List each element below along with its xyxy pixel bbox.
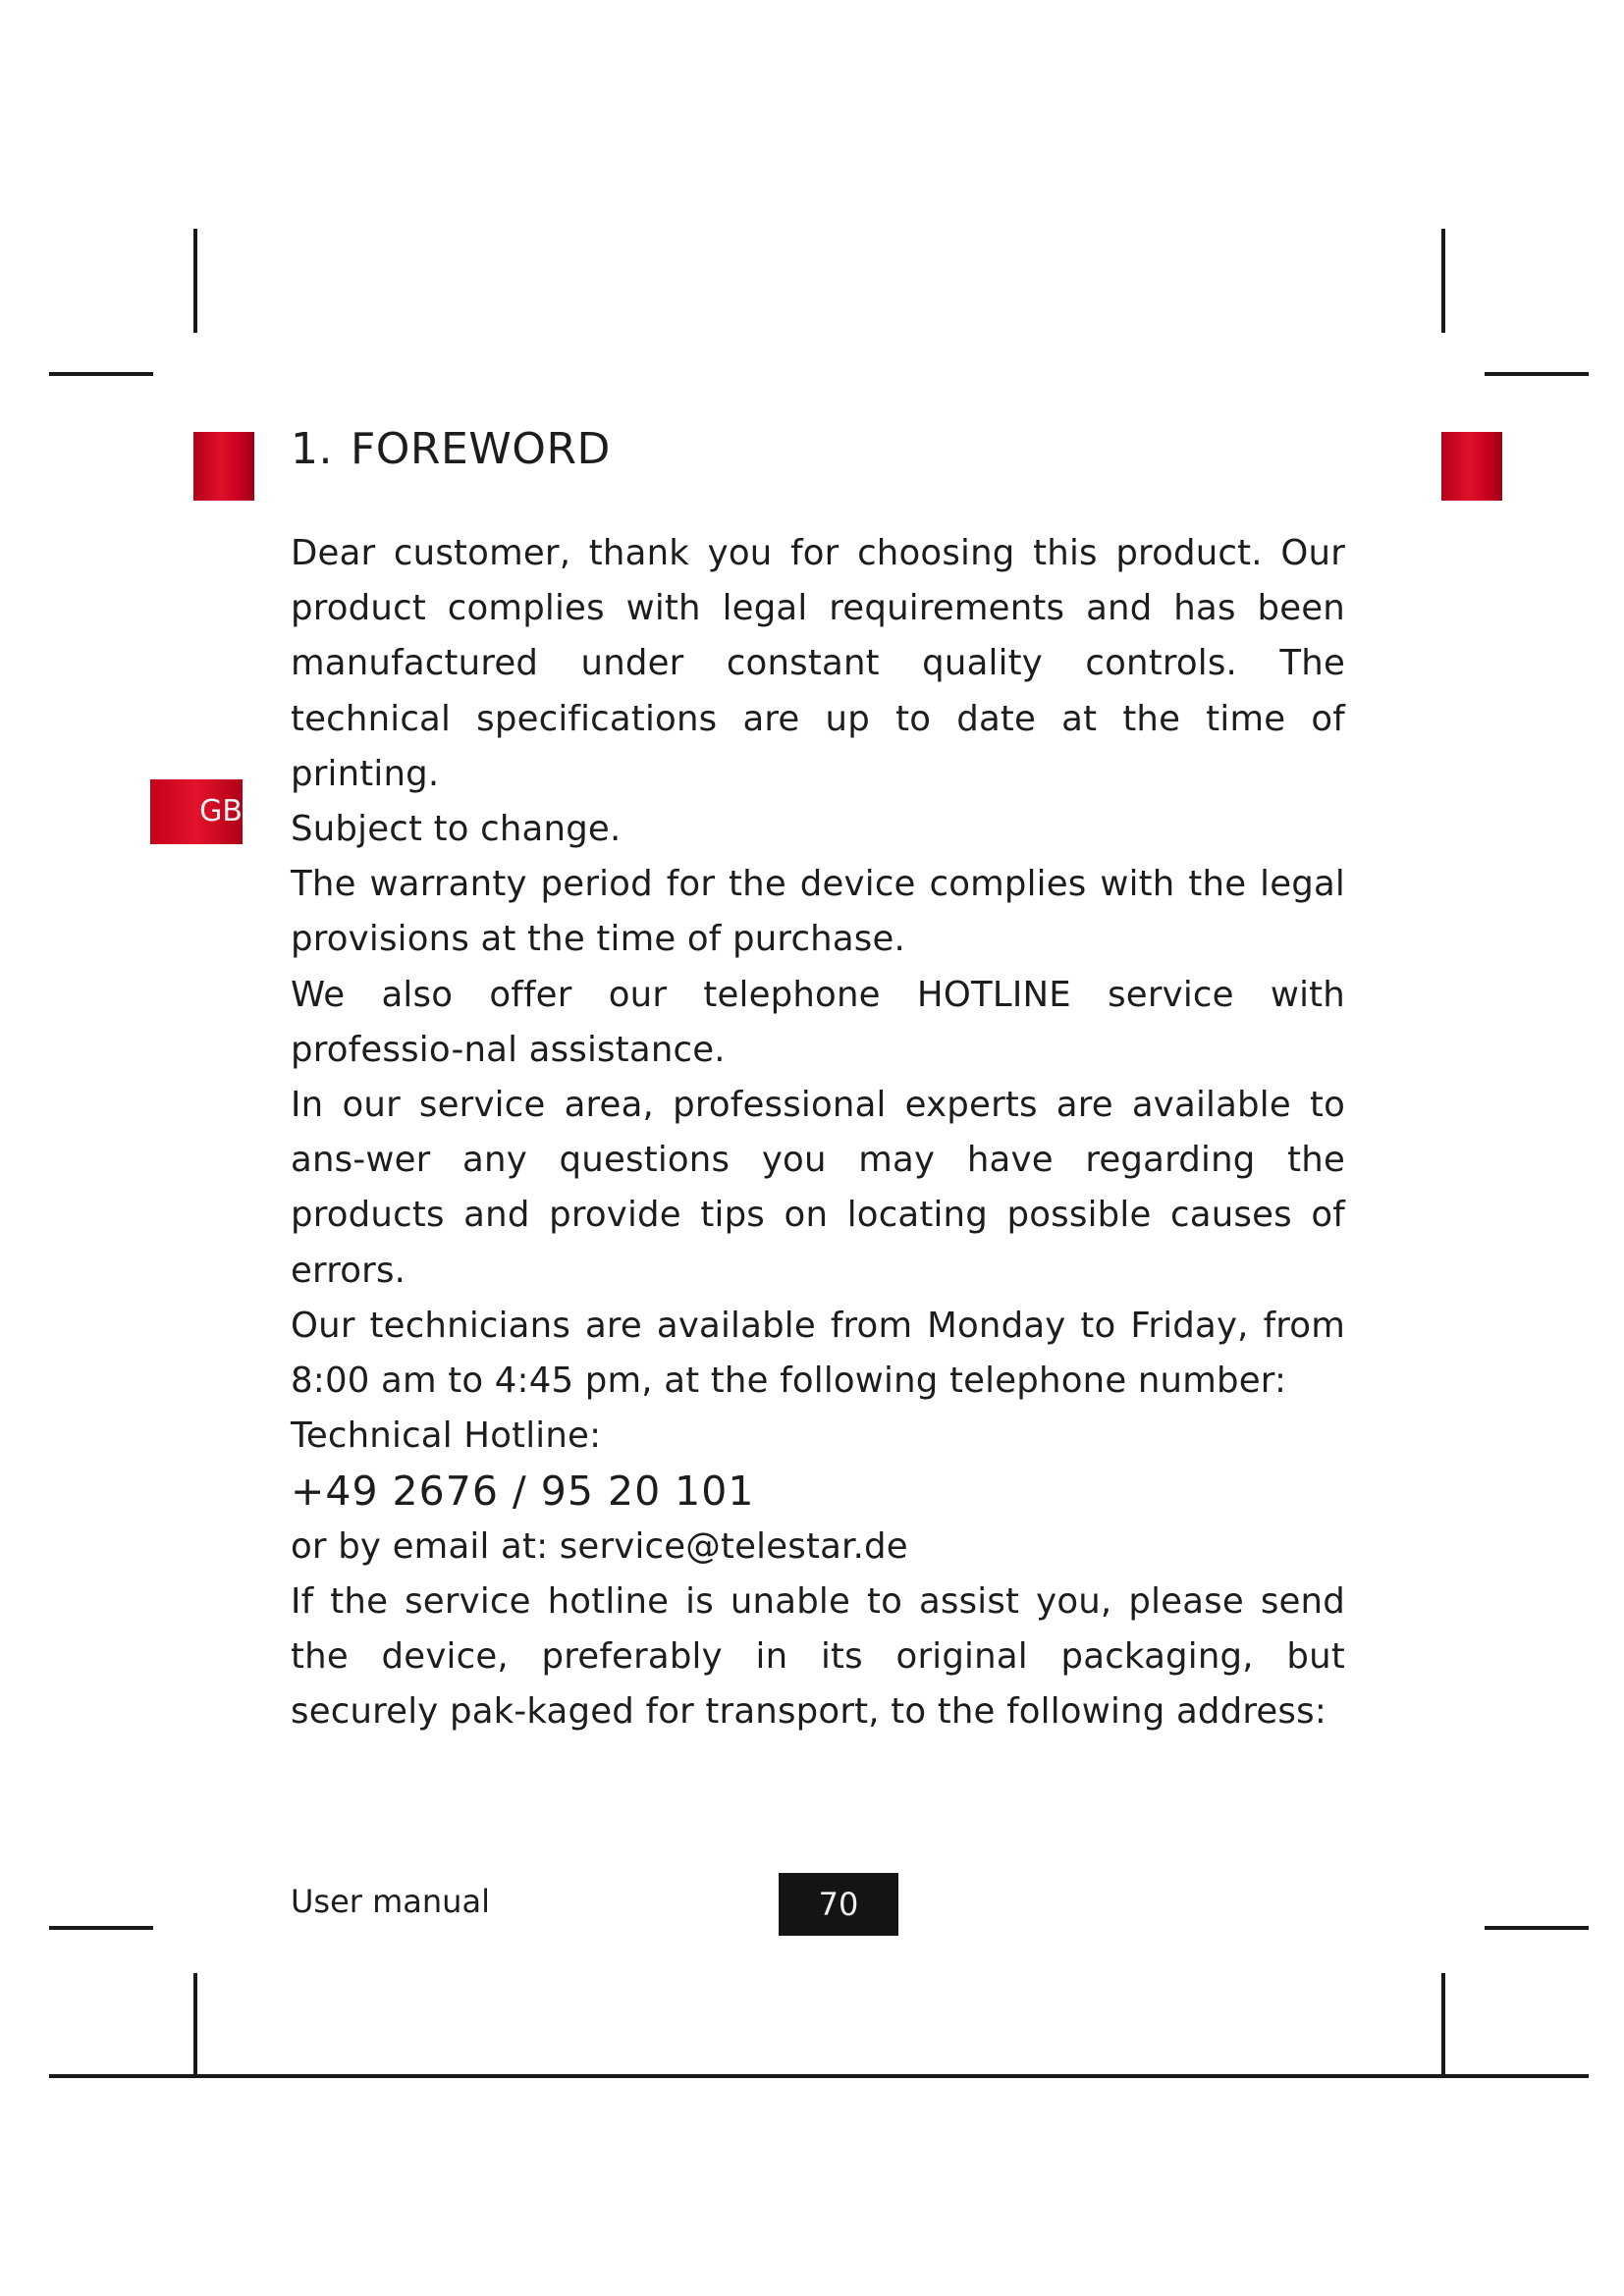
section-title: FOREWORD — [350, 424, 611, 474]
page-number-badge: 70 — [779, 1873, 898, 1936]
paragraph-send-device: If the service hotline is unable to assist you, please send the device, preferably in its original packaging, but securely pak-kaged for transport, to the following address: — [291, 1580, 1345, 1733]
crop-mark-top-right-vertical — [1441, 229, 1445, 333]
crop-mark-bottom-left-horizontal — [49, 1926, 153, 1930]
paragraph-technician-hours: Our technicians are available from Monday to Friday, from 8:00 am to 4:45 pm, at the following telephone number: — [291, 1305, 1345, 1402]
section-heading — [291, 424, 611, 474]
crop-mark-top-left-vertical — [193, 229, 197, 333]
bottom-rule — [49, 2074, 1589, 2078]
hotline-label: Technical Hotline: — [291, 1415, 602, 1457]
hotline-phone-number: +49 2676 / 95 20 101 — [291, 1468, 755, 1516]
crop-mark-bottom-right-vertical — [1441, 1973, 1445, 2077]
crop-mark-bottom-right-horizontal — [1485, 1926, 1589, 1930]
paragraph-warranty: The warranty period for the device complies with the legal provisions at the time of purchase. — [291, 864, 1345, 960]
email-line: or by email at: service@telestar.de — [291, 1525, 908, 1567]
crop-mark-bottom-left-vertical — [193, 1973, 197, 2077]
paragraph-hotline-service: We also offer our telephone HOTLINE service with professio-nal assistance. — [291, 974, 1345, 1070]
section-marker-left — [193, 432, 254, 501]
paragraph-service-area: In our service area, professional experts are available to ans-wer any questions you may have regarding the products and provide tips on locating possible causes of errors. — [291, 1085, 1345, 1291]
language-tab-label: GB — [199, 794, 243, 828]
language-tab — [150, 779, 243, 844]
paragraph-intro: Dear customer, thank you for choosing this product. Our product complies with legal requirements and has been manufactured under constant quality controls. The technical specifications are up to date at the time of printing. — [291, 533, 1345, 794]
foreword-body — [291, 526, 1345, 1739]
section-marker-right — [1441, 432, 1502, 501]
section-number: 1. — [291, 424, 333, 474]
crop-mark-top-left-horizontal — [49, 372, 153, 376]
footer-label: User manual — [291, 1883, 490, 1920]
paragraph-subject-to-change: Subject to change. — [291, 809, 622, 850]
crop-mark-top-right-horizontal — [1485, 372, 1589, 376]
